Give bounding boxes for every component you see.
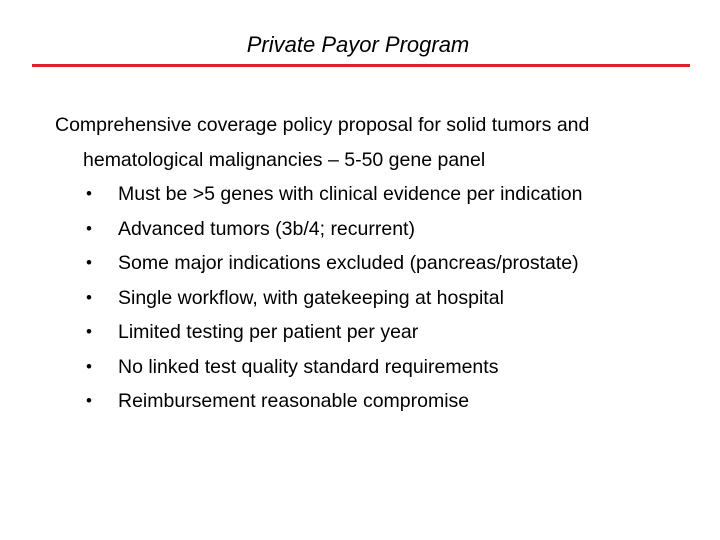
bullet-item	[55, 281, 695, 316]
bullet-text: Must be >5 genes with clinical evidence per indication	[118, 183, 583, 205]
bullet-text: Limited testing per patient per year	[118, 321, 419, 343]
bullet-icon: •	[86, 356, 92, 376]
bullet-item	[55, 384, 695, 419]
bullet-text: Advanced tumors (3b/4; recurrent)	[118, 217, 415, 240]
bullet-text: Reimbursement reasonable compromise	[118, 390, 470, 412]
slide-body	[55, 108, 695, 419]
bullet-item	[55, 177, 695, 212]
bullet-item	[55, 315, 695, 350]
title-divider	[32, 64, 690, 67]
bullet-text: Some major indications excluded (pancreas/prostate)	[118, 252, 579, 274]
bullet-icon: •	[86, 218, 92, 238]
bullet-icon: •	[86, 253, 92, 272]
bullet-item	[55, 350, 695, 385]
bullet-list	[55, 177, 695, 419]
bullet-icon: •	[86, 287, 92, 307]
slide-title: Private Payor Program	[246, 32, 470, 57]
intro-paragraph: Comprehensive coverage policy proposal for solid tumors and hematological malignancies – 5-50 gene panel	[55, 114, 590, 171]
bullet-text: Single workflow, with gatekeeping at hospital	[118, 286, 504, 309]
bullet-text: No linked test quality standard requirements	[118, 355, 499, 378]
bullet-item	[55, 246, 695, 281]
bullet-item	[55, 212, 695, 247]
bullet-icon: •	[86, 322, 92, 341]
bullet-icon: •	[86, 391, 92, 410]
bullet-icon: •	[86, 184, 92, 203]
